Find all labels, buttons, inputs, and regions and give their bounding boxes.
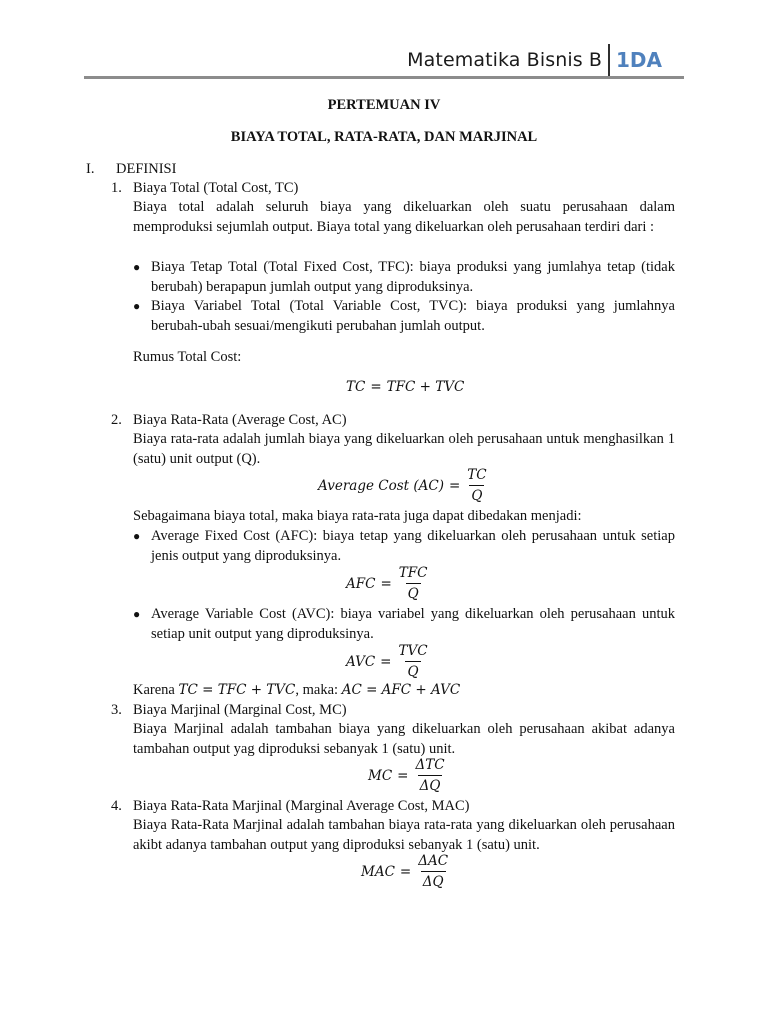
item-number-mc: 3. [111,702,122,718]
numerator: ΔAC [418,853,449,869]
item-number-mac: 4. [111,798,122,814]
formula-afc [346,565,429,602]
denominator: Q [405,661,420,680]
denominator: ΔQ [421,871,446,890]
formula-intro: Rumus Total Cost: [133,349,242,365]
formula-equals: = [399,863,412,880]
formula-lhs: TC [346,379,366,395]
fraction [396,643,429,680]
formula-lhs: AVC [346,653,376,670]
formula-lhs: MAC [361,863,395,880]
desc-average-cost: Biaya rata-rata adalah jumlah biaya yang dikeluarkan oleh perusahaan untuk menghasilkan 1 (satu) unit output (Q). [133,431,675,467]
bullet-icon: ● [133,529,141,543]
desc-marginal-average-cost: Biaya Rata-Rata Marjinal adalah tambahan biaya rata-rata yang dikeluarkan oleh perusahaan akibt adanya tambahan output yang diproduksi sebanyak 1 (satu) unit. [133,817,675,853]
formula-lhs: MC [368,767,393,784]
item-number-ac: 2. [111,412,122,428]
header-code: 1DA [616,48,662,72]
numerator: TFC [398,565,428,581]
bullet-avc: Average Variable Cost (AVC): biaya variabel yang dikeluarkan oleh perusahaan untuk setiap unit output yang diproduksinya. [151,606,675,642]
formula-equals: = [380,653,392,670]
bullet-icon: ● [133,260,141,274]
heading-marginal-cost: Biaya Marjinal (Marginal Cost, MC) [133,702,347,718]
denominator: Q [406,583,421,602]
bullet-tfc: Biaya Tetap Total (Total Fixed Cost, TFC): biaya produksi yang jumlahya tetap (tidak berubah) berapapun jumlah output yang diproduksinya. [151,259,675,295]
desc-total-cost: Biaya total adalah seluruh biaya yang dikeluarkan oleh suatu perusahaan dalam memproduksi sejumlah output. Biaya total yang dikeluarkan oleh perusahaan terdiri dari : [133,199,675,235]
item-number-tc: 1. [111,180,122,196]
numerator: TC [467,467,487,483]
meeting-title: PERTEMUAN IV [327,97,441,113]
formula-ac [318,467,489,504]
fraction [416,853,450,890]
karena-formula-1: TC = TFC + TVC [178,682,296,698]
fraction [397,565,430,602]
formula-lhs: Average Cost (AC) [318,477,444,494]
heading-total-cost: Biaya Total (Total Cost, TC) [133,180,299,196]
section-title: DEFINISI [116,161,177,177]
formula-avc [346,643,430,680]
bullet-icon: ● [133,299,141,313]
bullet-icon: ● [133,607,141,621]
bullet-afc: Average Fixed Cost (AFC): biaya tetap yang dikeluarkan oleh perusahaan untuk setiap jenis output yang diproduksinya. [151,528,675,564]
karena-word: Karena [133,682,175,698]
heading-marginal-average-cost: Biaya Rata-Rata Marjinal (Marginal Average Cost, MAC) [133,798,470,814]
fraction [465,467,488,504]
formula-equals: = [448,477,461,494]
fraction [413,757,446,794]
karena-line [133,681,460,700]
ac-breakdown-intro: Sebagaimana biaya total, maka biaya rata-rata juga dapat dibedakan menjadi: [133,508,582,524]
formula-equals: = [370,379,382,395]
karena-formula-2: AC = AFC + AVC [341,682,461,698]
desc-marginal-cost: Biaya Marjinal adalah tambahan biaya yang dikeluarkan oleh perusahaan akibat adanya tambahan output yag diproduksi sebanyak 1 (satu) unit. [133,721,675,757]
formula-equals: = [397,767,409,784]
header-divider [608,44,610,78]
formula-rhs: TFC + TVC [386,379,465,395]
header-rule [84,76,684,79]
formula-equals: = [380,575,392,592]
bullet-tvc: Biaya Variabel Total (Total Variable Cost, TVC): biaya produksi yang jumlahnya berubah-ubah sesuai/mengikuti perubahan jumlah output. [151,298,675,334]
karena-connector: , maka: [295,682,339,698]
header-title: Matematika Bisnis B [407,49,602,71]
numerator: ΔTC [415,757,445,773]
formula-tc [346,379,464,395]
formula-mc [368,757,447,794]
section-number: I. [86,161,95,177]
denominator: ΔQ [418,775,443,794]
formula-mac [361,853,450,890]
formula-lhs: AFC [346,575,376,592]
numerator: TVC [398,643,428,659]
denominator: Q [469,485,484,504]
heading-average-cost: Biaya Rata-Rata (Average Cost, AC) [133,412,347,428]
document-title: BIAYA TOTAL, RATA-RATA, DAN MARJINAL [230,129,538,145]
